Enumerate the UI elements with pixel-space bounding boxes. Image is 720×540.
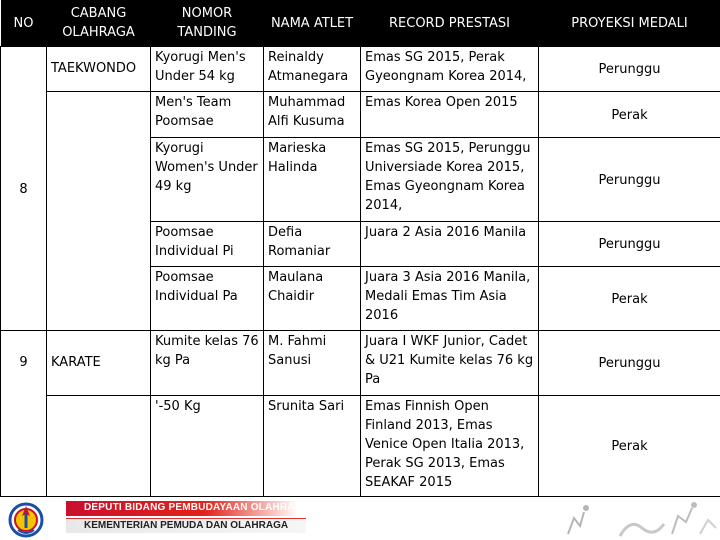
record-cell: Emas Finnish Open Finland 2013, Emas Venice Open Italia 2013, Perak SG 2013, Emas SEAKAF 2015 bbox=[361, 396, 539, 497]
group-no: 9 bbox=[1, 331, 47, 497]
record-cell: Juara 2 Asia 2016 Manila bbox=[361, 222, 539, 267]
decorative-figures-icon bbox=[560, 498, 720, 540]
atlet-cell: Reinaldy Atmanegara bbox=[264, 47, 361, 92]
record-cell: Juara 3 Asia 2016 Manila, Medali Emas Tim Asia 2016 bbox=[361, 267, 539, 331]
record-cell: Juara I WKF Junior, Cadet & U21 Kumite kelas 76 kg Pa bbox=[361, 331, 539, 396]
table-row bbox=[1, 92, 720, 138]
nomor-cell: Poomsae Individual Pi bbox=[151, 222, 264, 267]
table-row bbox=[1, 396, 720, 497]
record-cell: Emas SG 2015, Perak Gyeongnam Korea 2014, bbox=[361, 47, 539, 92]
header-nomor: NOMOR TANDING bbox=[151, 0, 264, 47]
atlet-cell: M. Fahmi Sanusi bbox=[264, 331, 361, 396]
medal-cell: Perunggu bbox=[539, 47, 720, 92]
table-row bbox=[1, 331, 720, 396]
medal-cell: Perunggu bbox=[539, 222, 720, 267]
group-cabang-continued bbox=[47, 396, 151, 497]
record-cell: Emas Korea Open 2015 bbox=[361, 92, 539, 138]
header-nama: NAMA ATLET bbox=[264, 0, 361, 47]
medal-cell: Perak bbox=[539, 92, 720, 138]
footer-ministry-band bbox=[66, 518, 306, 533]
header-cabang: CABANG OLAHRAGA bbox=[47, 0, 151, 47]
medal-cell: Perak bbox=[539, 267, 720, 331]
atlet-cell: Srunita Sari bbox=[264, 396, 361, 497]
medal-cell: Perunggu bbox=[539, 331, 720, 396]
table-row bbox=[1, 47, 720, 92]
medal-cell: Perunggu bbox=[539, 138, 720, 222]
nomor-cell: Kyorugi Women's Under 49 kg bbox=[151, 138, 264, 222]
atlet-cell: Defia Romaniar bbox=[264, 222, 361, 267]
table-header-row bbox=[1, 0, 720, 47]
group-no: 8 bbox=[1, 47, 47, 331]
header-proyeksi: PROYEKSI MEDALI bbox=[539, 0, 720, 47]
nomor-cell: Kumite kelas 76 kg Pa bbox=[151, 331, 264, 396]
nomor-cell: Men's Team Poomsae bbox=[151, 92, 264, 138]
group-cabang: TAEKWONDO bbox=[47, 47, 151, 92]
ministry-logo-icon bbox=[8, 500, 44, 538]
atlet-cell: Muhammad Alfi Kusuma bbox=[264, 92, 361, 138]
header-record: RECORD PRESTASI bbox=[361, 0, 539, 47]
atlet-cell: Maulana Chaidir bbox=[264, 267, 361, 331]
group-cabang: KARATE bbox=[47, 331, 151, 396]
nomor-cell: Kyorugi Men's Under 54 kg bbox=[151, 47, 264, 92]
atlet-cell: Marieska Halinda bbox=[264, 138, 361, 222]
footer-deputi-text: DEPUTI BIDANG PEMBUDAYAAN OLAHRAGA bbox=[84, 502, 311, 513]
footer-deputi-band bbox=[66, 501, 311, 516]
group-cabang-continued bbox=[47, 92, 151, 331]
nomor-cell: '-50 Kg bbox=[151, 396, 264, 497]
medal-cell: Perak bbox=[539, 396, 720, 497]
record-cell: Emas SG 2015, Perunggu Universiade Korea 2015, Emas Gyeongnam Korea 2014, bbox=[361, 138, 539, 222]
header-no: NO bbox=[1, 0, 47, 47]
nomor-cell: Poomsae Individual Pa bbox=[151, 267, 264, 331]
footer-ministry-text: KEMENTERIAN PEMUDA DAN OLAHRAGA bbox=[84, 520, 289, 531]
